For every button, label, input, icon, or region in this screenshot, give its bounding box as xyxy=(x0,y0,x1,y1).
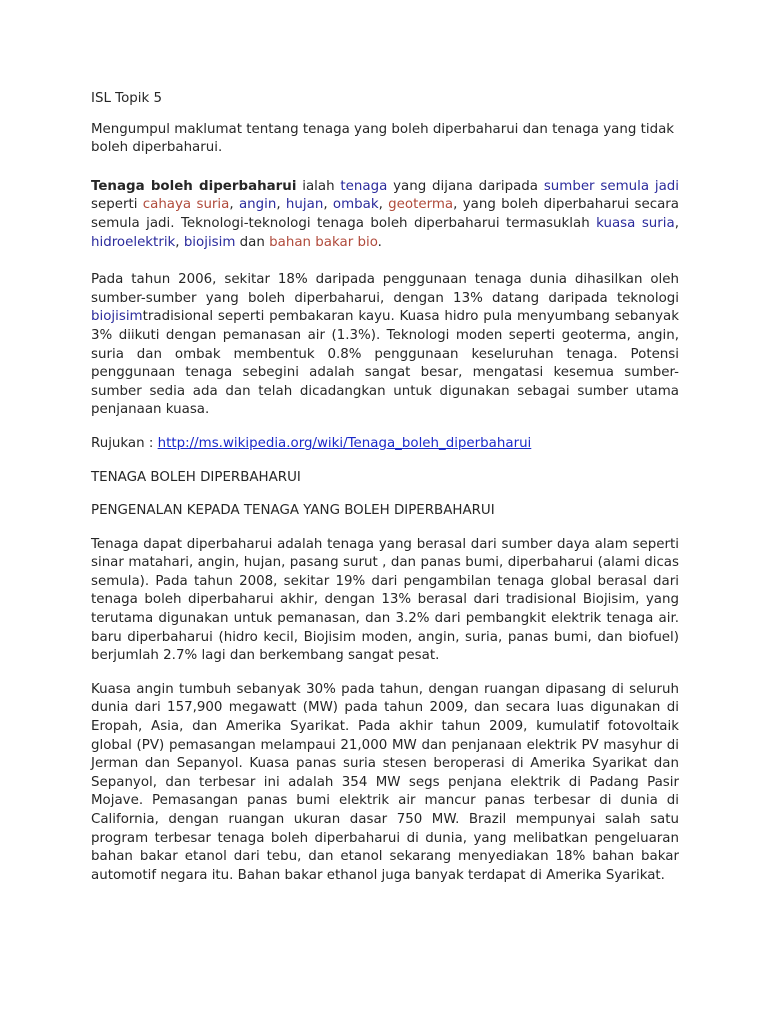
link-cahaya-suria[interactable]: cahaya suria xyxy=(142,197,230,213)
statistics-paragraph xyxy=(91,271,679,420)
link-bahan-bakar-bio[interactable]: bahan bakar bio xyxy=(269,234,378,250)
link-tenaga[interactable]: tenaga xyxy=(340,178,388,194)
section-heading: TENAGA BOLEH DIPERBAHARUI xyxy=(91,469,301,485)
text-run: , yang boleh diperbaharui secara semula jadi. Teknologi-teknologi tenaga boleh diperbaharui termasuklah xyxy=(91,197,679,231)
reference-label: Rujukan : xyxy=(91,435,158,451)
text-run: . xyxy=(377,234,382,250)
text-run: seperti xyxy=(91,197,143,213)
link-sumber-semula-jadi[interactable]: sumber semula jadi xyxy=(543,178,679,194)
subsection-heading: PENGENALAN KEPADA TENAGA YANG BOLEH DIPERBAHARUI xyxy=(91,503,495,519)
term-bold: Tenaga boleh diperbaharui xyxy=(91,178,297,194)
link-geoterma[interactable]: geoterma xyxy=(388,197,454,213)
link-kuasa-suria[interactable]: kuasa suria xyxy=(596,215,675,231)
text-run: ialah xyxy=(296,178,341,194)
intro-paragraph: Mengumpul maklumat tentang tenaga yang boleh diperbaharui dan tenaga yang tidak boleh diperbaharui. xyxy=(91,121,675,156)
text-run: dan xyxy=(235,234,270,250)
link-biojisim-2[interactable]: biojisim xyxy=(91,309,143,325)
link-angin[interactable]: angin xyxy=(238,197,277,213)
reference-line xyxy=(91,435,679,454)
text-run: , xyxy=(175,234,184,250)
text-run: Pada tahun 2006, sekitar 18% daripada penggunaan tenaga dunia dihasilkan oleh sumber-sumber yang boleh diperbaharui, dengan 13% datang daripada teknologi xyxy=(91,272,679,306)
body-paragraph-2: Kuasa angin tumbuh sebanyak 30% pada tahun, dengan ruangan dipasang di seluruh dunia dari 157,900 megawatt (MW) pada tahun 2009, dan secara luas digunakan di Eropah, Asia, dan Amerika Syarikat. Pada akhir tahun 2009, kumulatif fotovoltaik global (PV) pemasangan melampaui 21,000 MW dan penjanaan elektrik PV masyhur di Jerman dan Sepanyol. Kuasa panas suria stesen beroperasi di Amerika Syarikat dan Sepanyol, dan terbesar ini adalah 354 MW segs penjana elektrik di Padang Pasir Mojave. Pemasangan panas bumi elektrik air mancur panas terbesar di dunia di California, dengan ruangan ukuran dasar 750 MW. Brazil mempunyai salah satu program terbesar tenaga boleh diperbaharui di dunia, yang melibatkan pengeluaran bahan bakar etanol dari tebu, dan etanol sekarang menyediakan 18% bahan bakar automotif negara itu. Bahan bakar ethanol juga banyak terdapat di Amerika Syarikat. xyxy=(91,681,679,883)
text-run: , xyxy=(323,197,333,213)
definition-paragraph xyxy=(91,178,679,252)
text-run: , xyxy=(276,197,286,213)
document-title: ISL Topik 5 xyxy=(91,91,163,106)
link-biojisim[interactable]: biojisim xyxy=(183,234,236,250)
body-paragraph-1: Tenaga dapat diperbaharui adalah tenaga yang berasal dari sumber daya alam seperti sinar matahari, angin, hujan, pasang surut , dan panas bumi, diperbaharui (alami dicas semula). Pada tahun 2008, sekitar 19% dari pengambilan tenaga global berasal dari tenaga boleh diperbaharui akhir, dengan 13% berasal dari tradisional Biojisim, yang terutama digunakan untuk pemanasan, dan 3.2% dari pembangkit elektrik tenaga air. baru diperbaharui (hidro kecil, Biojisim moden, angin, suria, panas bumi, dan biofuel) berjumlah 2.7% lagi dan berkembang sangat pesat. xyxy=(91,536,679,664)
link-ombak[interactable]: ombak xyxy=(332,197,379,213)
text-run: , xyxy=(674,215,679,231)
reference-link[interactable]: http://ms.wikipedia.org/wiki/Tenaga_boleh_diperbaharui xyxy=(157,435,532,451)
link-hidroelektrik[interactable]: hidroelektrik xyxy=(91,234,176,250)
text-run: , xyxy=(229,197,239,213)
text-run: tradisional seperti pembakaran kayu. Kuasa hidro pula menyumbang sebanyak 3% diikuti dengan pemanasan air (1.3%). Teknologi moden seperti geoterma, angin, suria dan ombak membentuk 0.8% penggunaan keseluruhan tenaga. Potensi penggunaan tenaga sebegini adalah sangat besar, mengatasi kesemua sumber-sumber sedia ada dan telah dicadangkan untuk digunakan sebagai sumber utama penjanaan kuasa. xyxy=(91,309,679,418)
text-run: yang dijana daripada xyxy=(387,178,544,194)
link-hujan[interactable]: hujan xyxy=(285,197,324,213)
text-run: , xyxy=(378,197,389,213)
